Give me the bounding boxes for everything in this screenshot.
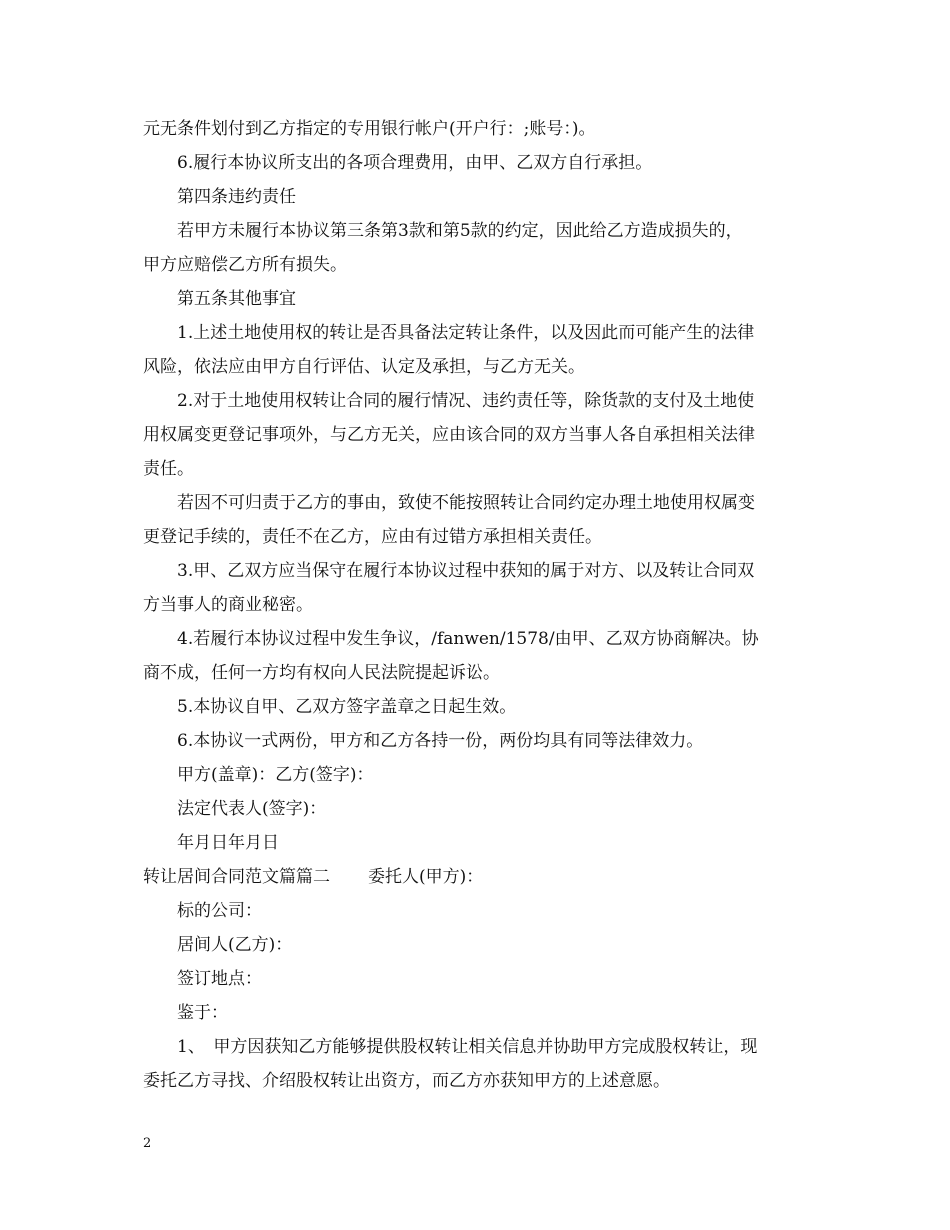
text-line: 鉴于：: [177, 1003, 228, 1023]
text-line: 若因不可归责于乙方的事由，致使不能按照转让合同约定办理土地使用权属变: [177, 493, 755, 513]
text-line: 方当事人的商业秘密。: [143, 595, 313, 615]
article-title: 转让居间合同范文篇篇二: [143, 867, 330, 887]
text-line: 委托乙方寻找、介绍股权转让出资方，而乙方亦获知甲方的上述意愿。: [143, 1071, 670, 1091]
text-line: 风险，依法应由甲方自行评估、认定及承担，与乙方无关。: [143, 357, 585, 377]
heading-line-rest: 委托人(甲方)：: [368, 867, 484, 887]
paragraph-group-after: [143, 894, 813, 1098]
text-line: 2.对于土地使用权转让合同的履行情况、违约责任等，除货款的支付及土地使: [177, 391, 755, 411]
text-line: 责任。: [143, 459, 194, 479]
text-line: 年月日年月日: [177, 833, 279, 853]
text-line: 用权属变更登记事项外，与乙方无关，应由该合同的双方当事人各自承担相关法律: [143, 425, 755, 445]
text-line: 1.上述土地使用权的转让是否具备法定转让条件，以及因此而可能产生的法律: [177, 323, 755, 343]
text-line: 5.本协议自甲、乙双方签字盖章之日起生效。: [177, 697, 517, 717]
text-line: 6.履行本协议所支出的各项合理费用，由甲、乙双方自行承担。: [177, 153, 653, 173]
heading-line: [143, 860, 813, 894]
text-line: 居间人(乙方)：: [177, 935, 293, 955]
text-line: 第五条其他事宜: [177, 289, 296, 309]
text-line: 6.本协议一式两份，甲方和乙方各持一份，两份均具有同等法律效力。: [177, 731, 704, 751]
text-line: 更登记手续的，责任不在乙方，应由有过错方承担相关责任。: [143, 527, 602, 547]
text-line: 3.甲、乙双方应当保守在履行本协议过程中获知的属于对方、以及转让合同双: [177, 561, 755, 581]
text-line: 标的公司：: [177, 901, 262, 921]
document-body: [143, 112, 813, 1098]
text-line: 法定代表人(签字)：: [177, 799, 327, 819]
paragraph-group-before: [143, 112, 813, 860]
text-line: 商不成，任何一方均有权向人民法院提起诉讼。: [143, 663, 500, 683]
text-line: 甲方应赔偿乙方所有损失。: [143, 255, 347, 275]
text-line: 签订地点：: [177, 969, 262, 989]
text-line: 若甲方未履行本协议第三条第3款和第5款的约定，因此给乙方造成损失的，: [177, 221, 743, 241]
text-line: 1、 甲方因获知乙方能够提供股权转让相关信息并协助甲方完成股权转让，现: [177, 1037, 758, 1057]
text-line: 甲方(盖章)：乙方(签字)：: [177, 765, 374, 785]
text-line: 4.若履行本协议过程中发生争议，/fanwen/1578/由甲、乙双方协商解决。协: [177, 629, 759, 649]
text-line: 元无条件划付到乙方指定的专用银行帐户(开户行：;账号：)。: [143, 119, 596, 139]
page-number: 2: [143, 1136, 152, 1151]
text-line: 第四条违约责任: [177, 187, 296, 207]
